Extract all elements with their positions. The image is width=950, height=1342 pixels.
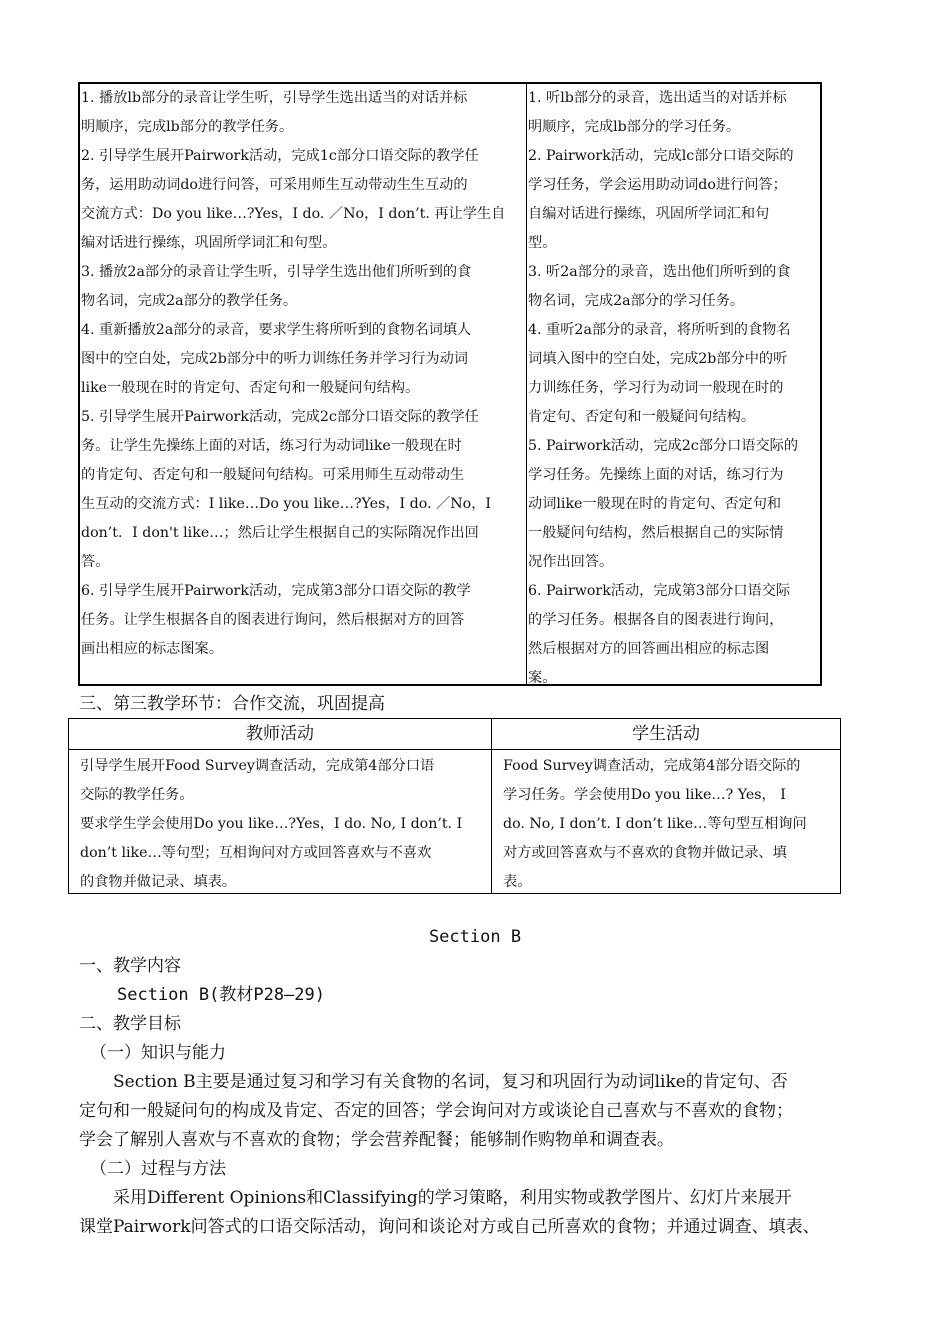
text-line: 3. 播放2a部分的录音让学生听，引导学生选出他们所听到的食 <box>81 264 472 280</box>
text-line: don’t．I don't like…；然后让学生根据自己的实际隋况作出回 <box>81 525 479 541</box>
process-paragraph <box>79 1184 879 1242</box>
section-3-heading: 三、第三教学环节：合作交流，巩固提高 <box>79 694 385 714</box>
text-line: 5. Pairwork活动，完成2c部分口语交际的 <box>528 438 799 454</box>
text-line: 表。 <box>503 874 532 890</box>
text-line: 务，运用助动词do进行问答，可采用师生互动带动生生互动的 <box>81 177 468 193</box>
cooperation-table <box>68 718 841 894</box>
text-line: 的肯定句、否定句和一般疑问句结构。可采用师生互动带动生 <box>81 467 465 483</box>
knowledge-paragraph <box>79 1068 879 1155</box>
text-line: 明顺序，完成lb部分的教学任务。 <box>81 119 294 135</box>
student-activities-column <box>527 84 820 684</box>
text-line: 力训练任务，学习行为动词一般现在时的 <box>528 380 784 396</box>
text-line: 图中的空白处，完成2b部分中的听力训练任务并学习行为动词 <box>81 351 468 367</box>
text-line: like一般现在时的肯定句、否定句和一般疑问句结构。 <box>81 380 420 396</box>
text-line: 6. 引导学生展开Pairwork活动，完成第3部分口语交际的教学 <box>81 583 471 599</box>
teacher-header: 教师活动 <box>69 719 492 749</box>
text-line: 生互动的交流方式：I like…Do you like…?Yes，I do. ／No，I <box>81 496 491 512</box>
text-line: 肯定句、否定句和一般疑问句结构。 <box>528 409 756 425</box>
table-header-row <box>69 719 840 750</box>
subheading-knowledge: （一）知识与能力 <box>90 1043 226 1063</box>
text-line: 4. 重听2a部分的录音，将所听到的食物名 <box>528 322 791 338</box>
text-line: 案。 <box>528 670 557 686</box>
text-line: 然后根据对方的回答画出相应的标志图 <box>528 641 770 657</box>
text-line: 况作出回答。 <box>528 554 614 570</box>
text-line: 学习任务。学会使用Do you like…? Yes， I <box>503 787 786 803</box>
text-line: 务。让学生先操练上面的对话，练习行为动词like一般现在时 <box>81 438 462 454</box>
teacher-activities-column <box>80 84 527 684</box>
text-line: do. No, I don’t. I don’t like…等句型互相询问 <box>503 816 807 832</box>
text-line: 交际的教学任务。 <box>80 787 194 803</box>
heading-teaching-goals: 二、教学目标 <box>79 1014 181 1034</box>
text-line: don’t like…等句型；互相询问对方或回答喜欢与不喜欢 <box>80 845 432 861</box>
text-line: 自编对话进行操练，巩固所学词汇和句 <box>528 206 770 222</box>
text-line: 3. 听2a部分的录音，选出他们所听到的食 <box>528 264 791 280</box>
activities-table <box>78 82 822 686</box>
teaching-content-text: Section B(教材P28—29) <box>117 985 325 1005</box>
student-header: 学生活动 <box>632 724 700 744</box>
text-line: 型。 <box>528 235 557 251</box>
text-line: 5. 引导学生展开Pairwork活动，完成2c部分口语交际的教学任 <box>81 409 479 425</box>
text-line: 学会了解别人喜欢与不喜欢的食物；学会营养配餐；能够制作购物单和调查表。 <box>79 1130 674 1150</box>
text-line: 引导学生展开Food Survey调查活动，完成第4部分口语 <box>80 758 435 774</box>
text-line: 画出相应的标志图案。 <box>81 641 223 657</box>
text-line: 2. Pairwork活动，完成lc部分口语交际的 <box>528 148 794 164</box>
text-line: 词填入图中的空白处，完成2b部分中的听 <box>528 351 788 367</box>
text-line: 的食物并做记录、填表。 <box>80 874 237 890</box>
text-line: 学习任务，学会运用助动词do进行问答； <box>528 177 787 193</box>
text-line: 4. 重新播放2a部分的录音，要求学生将所听到的食物名词填人 <box>81 322 472 338</box>
subheading-process: （二）过程与方法 <box>90 1159 226 1179</box>
text-line: 对方或回答喜欢与不喜欢的食物并做记录、填 <box>503 845 787 861</box>
text-line: 定句和一般疑问句的构成及肯定、否定的回答；学会询问对方或谈论自己喜欢与不喜欢的食物； <box>79 1101 793 1121</box>
text-line: 1. 听lb部分的录音，选出适当的对话并标 <box>528 90 787 106</box>
teacher-activity-cell <box>69 750 492 894</box>
text-line: 要求学生学会使用Do you like…?Yes，I do. No, I don’t. I <box>80 816 463 832</box>
student-activity-cell <box>492 750 840 894</box>
text-line: 物名词，完成2a部分的学习任务。 <box>528 293 745 309</box>
heading-teaching-content: 一、教学内容 <box>79 956 181 976</box>
text-line: 采用Different Opinions和Classifying的学习策略，利用实物或教学图片、幻灯片来展开 <box>79 1188 792 1208</box>
text-line: 答。 <box>81 554 110 570</box>
text-line: Section B主要是通过复习和学习有关食物的名词，复习和巩固行为动词like的肯定句、否 <box>79 1072 788 1092</box>
text-line: 1. 播放lb部分的录音让学生听，引导学生选出适当的对话并标 <box>81 90 468 106</box>
text-line: 学习任务。先操练上面的对话，练习行为 <box>528 467 784 483</box>
text-line: 的学习任务。根据各自的图表进行询问， <box>528 612 784 628</box>
text-line: 2. 引导学生展开Pairwork活动，完成1c部分口语交际的教学任 <box>81 148 479 164</box>
text-line: 课堂Pairwork问答式的口语交际活动，询问和谈论对方或自己所喜欢的食物；并通过调查、填表、 <box>79 1217 820 1237</box>
text-line: 编对话进行操练，巩固所学词汇和句型。 <box>81 235 337 251</box>
text-line: Food Survey调查活动，完成第4部分语交际的 <box>503 758 801 774</box>
text-line: 任务。让学生根据各自的图表进行询问，然后根据对方的回答 <box>81 612 465 628</box>
text-line: 交流方式：Do you like…?Yes，I do. ／No，I don’t. 再让学生自 <box>81 206 506 222</box>
section-b-title: Section B <box>428 927 522 947</box>
text-line: 物名词，完成2a部分的教学任务。 <box>81 293 298 309</box>
table-body-row <box>69 750 840 894</box>
text-line: 动词like一般现在时的肯定句、否定句和 <box>528 496 782 512</box>
text-line: 明顺序，完成lb部分的学习任务。 <box>528 119 741 135</box>
text-line: 6. Pairwork活动，完成第3部分口语交际 <box>528 583 791 599</box>
text-line: 一般疑问句结构，然后根据自己的实际情 <box>528 525 784 541</box>
